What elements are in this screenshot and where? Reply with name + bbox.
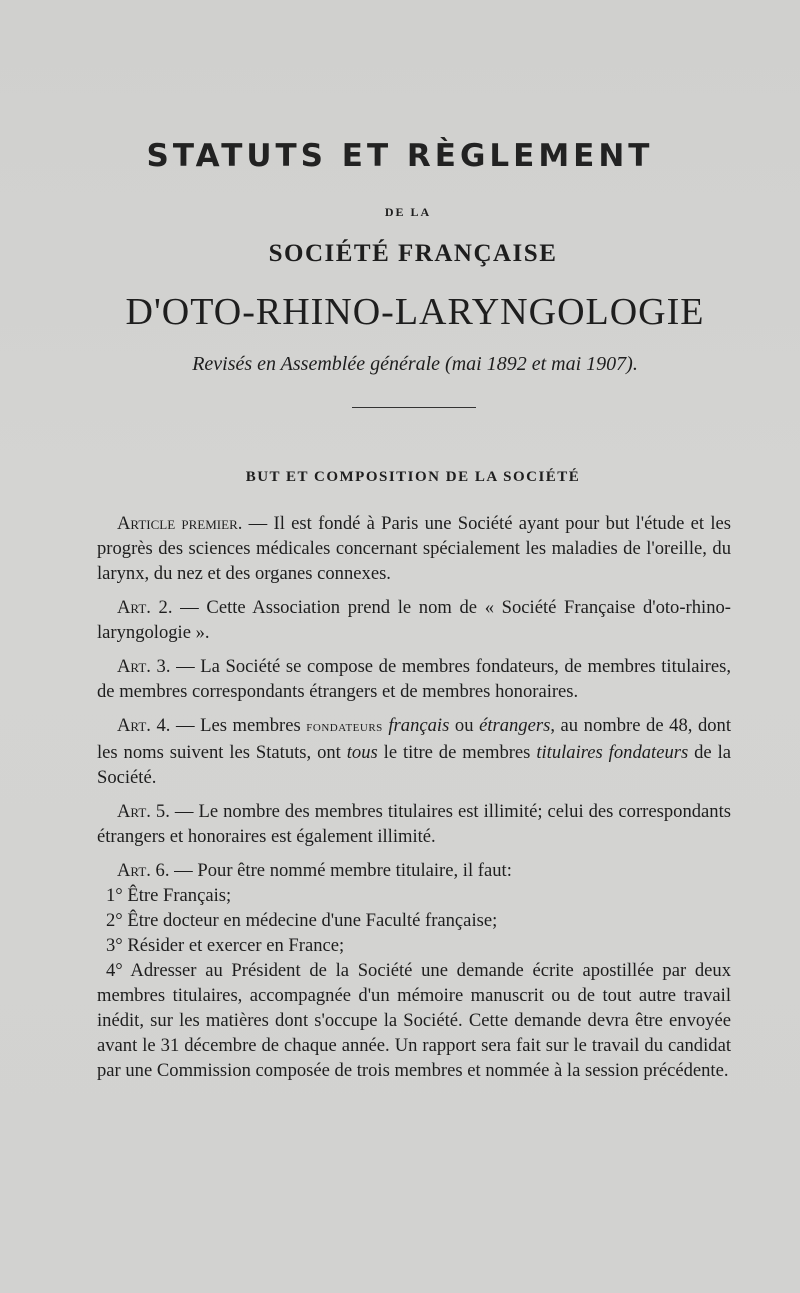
article-label: Article premier. bbox=[117, 513, 243, 534]
article-text: — Pour être nommé membre titulaire, il faut: bbox=[169, 860, 512, 881]
article-5 bbox=[97, 799, 731, 849]
article-label: Art. 4. bbox=[117, 715, 171, 736]
article-text: — Cette Association prend le nom de « Société Française d'oto-rhino-laryngologie ». bbox=[97, 597, 731, 643]
society-name: SOCIÉTÉ FRANÇAISE bbox=[268, 240, 558, 267]
article-2 bbox=[97, 595, 731, 645]
document-title: STATUTS ET RÈGLEMENT bbox=[146, 138, 654, 174]
article-text: — Le nombre des membres titulaires est illimité; celui des correspondants étrangers et honoraires est également illimité. bbox=[97, 801, 731, 847]
article-term: titulaires fondateurs bbox=[536, 742, 689, 763]
title-connector: DE LA bbox=[384, 205, 432, 219]
article-term: étrangers bbox=[479, 715, 551, 736]
title-divider bbox=[352, 407, 476, 408]
article-text: — Il est fondé à Paris une Société ayant pour but l'étude et les progrès des sciences médicales concernant spécialement les maladies de l'oreille, du larynx, du nez et des organes connexes. bbox=[97, 513, 732, 584]
article-label: Art. 2. bbox=[117, 597, 173, 618]
article-label: Art. 3. bbox=[117, 656, 171, 677]
revision-subtitle: Revisés en Assemblée générale (mai 1892 et mai 1907). bbox=[192, 353, 638, 375]
article-3 bbox=[97, 654, 731, 704]
article-text: — Les membres bbox=[170, 715, 307, 736]
article-label: Art. 5. bbox=[117, 801, 170, 822]
article-text: le titre de membres bbox=[377, 742, 537, 763]
specialty-name: D'OTO-RHINO-LARYNGOLOGIE bbox=[125, 291, 705, 333]
list-item: 2° Être docteur en médecine d'une Faculté française; bbox=[106, 910, 498, 931]
list-item: 4° Adresser au Président de la Société une demande écrite apostillée par deux membres titulaires, accompagnée d'un mémoire manuscrit ou de tout autre travail inédit, sur les matières dont s'occupe la Société. Cette demande devra être envoyée avant le 31 décembre de chaque année. Un rapport sera fait sur le travail du candidat par une Commission composée de trois membres et nommée à la session précédente. bbox=[97, 960, 731, 1081]
article-6 bbox=[97, 858, 731, 883]
article-1 bbox=[97, 511, 731, 586]
list-item: 1° Être Français; bbox=[106, 885, 232, 906]
list-item: 3° Résider et exercer en France; bbox=[106, 935, 345, 956]
article-text: — La Société se compose de membres fondateurs, de membres titulaires, de membres correspondants étrangers et de membres honoraires. bbox=[97, 656, 731, 702]
article-label: Art. 6. bbox=[117, 860, 170, 881]
article-4 bbox=[97, 713, 731, 790]
article-term: tous bbox=[346, 742, 378, 763]
article-term: français bbox=[388, 715, 450, 736]
article-text: ou bbox=[449, 715, 480, 736]
section-heading: BUT ET COMPOSITION DE LA SOCIÉTÉ bbox=[245, 469, 581, 485]
article-text: , au nombre de 48, dont les noms suivent les Statuts, ont bbox=[97, 715, 732, 763]
article-term: fondateurs bbox=[306, 719, 383, 735]
article-text: de la Société. bbox=[97, 742, 732, 788]
articles-body bbox=[97, 511, 731, 1083]
